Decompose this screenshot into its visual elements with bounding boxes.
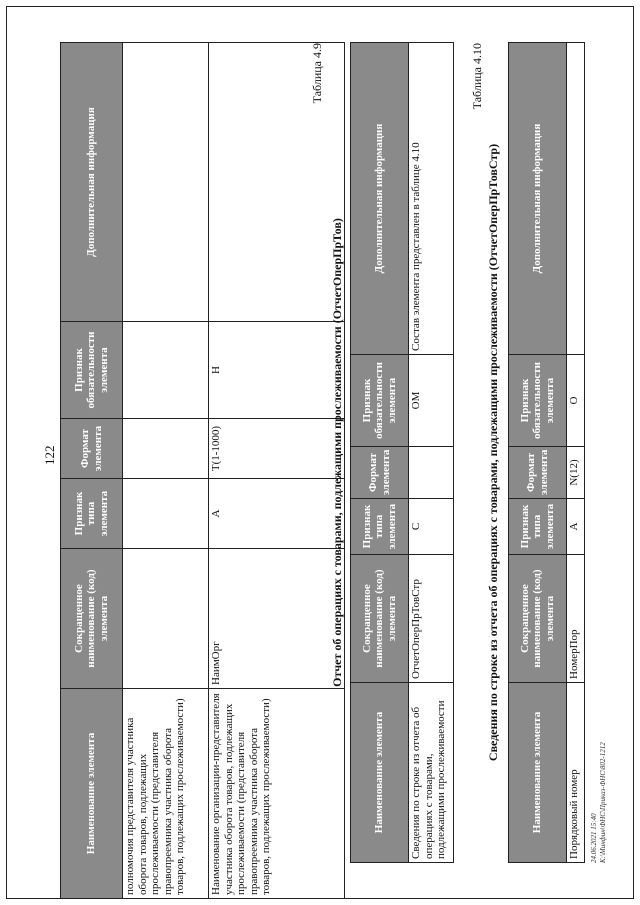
column-header: Наименование элемента — [61, 689, 123, 899]
column-header: Признак обязательности элемента — [61, 322, 123, 419]
table-cell: ОтчетОперПрТовСтр — [409, 555, 454, 683]
table-cell — [123, 43, 209, 322]
column-header: Наименование элемента — [509, 683, 567, 863]
table-cell — [123, 322, 209, 419]
table-cell — [123, 419, 209, 479]
table-4-9 — [350, 42, 454, 863]
table-4-10 — [508, 42, 585, 863]
table-row — [567, 43, 585, 863]
column-header: Признак типа элемента — [509, 499, 567, 555]
column-header: Сокращенное наименование (код) элемента — [509, 555, 567, 683]
table-row — [123, 43, 209, 899]
table-cell: Н — [209, 322, 345, 419]
column-header: Признак типа элемента — [61, 479, 123, 549]
table-header-row — [61, 43, 123, 899]
table-cell: полномочия представителя участника оборота товаров, подлежащих прослеживаемости (представителя правопреемника участника оборота товаров, подлежащих прослеживаемости) — [123, 689, 209, 899]
table-cell — [409, 447, 454, 499]
page-number: 122 — [42, 445, 57, 465]
column-header: Признак обязательности элемента — [509, 355, 567, 447]
table-row — [209, 43, 345, 899]
column-header: Признак обязательности элемента — [351, 355, 409, 447]
table-cell: НаимОрг — [209, 549, 345, 689]
table-row — [409, 43, 454, 863]
table-cell: О — [567, 355, 585, 447]
table-cell: T(1-1000) — [209, 419, 345, 479]
table-cell: N(12) — [567, 447, 585, 499]
column-header: Дополнительная информация — [61, 43, 123, 322]
table-title: Сведения по строке из отчета об операциях с товарами, подлежащими прослеживаемости (ОтчетОперПрТовСтр) — [486, 143, 500, 762]
column-header: Формат элемента — [351, 447, 409, 499]
table-cell: НомерПор — [567, 555, 585, 683]
column-header: Сокращенное наименование (код) элемента — [61, 549, 123, 689]
table-header-row — [509, 43, 567, 863]
table-cell: А — [567, 499, 585, 555]
table-cell: С — [409, 499, 454, 555]
column-header: Сокращенное наименование (код) элемента — [351, 555, 409, 683]
table-continuation — [60, 42, 345, 899]
column-header: Наименование элемента — [351, 683, 409, 863]
table-cell: А — [209, 479, 345, 549]
column-header: Признак типа элемента — [351, 499, 409, 555]
column-header: Дополнительная информация — [351, 43, 409, 355]
table-cell: ОМ — [409, 355, 454, 447]
table-cell: Порядковый номер — [567, 683, 585, 863]
column-header: Формат элемента — [509, 447, 567, 499]
table-cell — [123, 479, 209, 549]
column-header: Дополнительная информация — [509, 43, 567, 355]
column-header: Формат элемента — [61, 419, 123, 479]
table-caption: Таблица 4.9 — [310, 43, 324, 104]
table-cell: Состав элемента представлен в таблице 4.10 — [409, 43, 454, 355]
table-cell — [567, 43, 585, 355]
footer — [590, 742, 608, 863]
table-header-row — [351, 43, 409, 863]
table-cell — [123, 549, 209, 689]
footer-date: 24.06.2021 15:40 — [590, 813, 598, 863]
table-cell: Сведения по строке из отчета об операциях с товарами, подлежащими прослеживаемости — [409, 683, 454, 863]
table-title: Отчет об операциях с товарами, подлежащими прослеживаемости (ОтчетОперПрТов) — [330, 218, 344, 687]
footer-path: К:\Минфин\ФНС\Приказ-ФНС\802-1212 — [599, 742, 607, 863]
table-caption: Таблица 4.10 — [470, 43, 484, 110]
table-cell: Наименование организации-представителя участника оборота товаров, подлежащих прослеживаемости (представителя правопреемника участника оборота товаров, подлежащих прослеживаемости) — [209, 689, 345, 899]
